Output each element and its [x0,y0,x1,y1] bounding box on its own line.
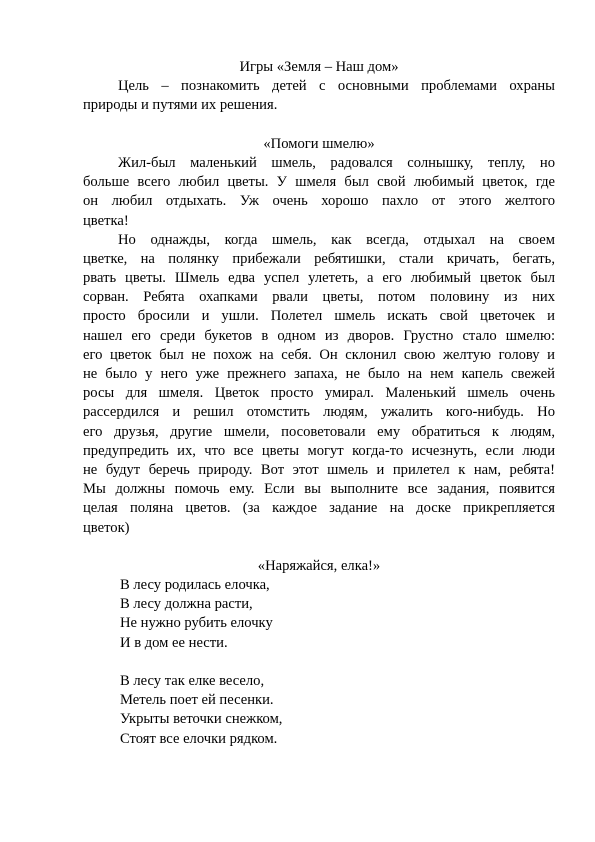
paragraph-line: Но однажды, когда шмель, как всегда, отдыхал на своем [118,231,555,248]
paragraph-line: Мы должны помочь ему. Если вы выполните все задания, появится [83,481,555,498]
poem-line: Не нужно рубить елочку [120,615,273,632]
paragraph-line: рассердился и решил отомстить людям, ужалить кого-нибудь. Но [83,404,555,421]
document-page [83,58,555,749]
poem-line: Метель поет ей песенки. [120,692,274,709]
section-heading-help-bumblebee: «Помоги шмелю» [263,135,375,152]
story-paragraph-1 [83,154,555,231]
paragraph-line: сорван. Ребята охапками рвали цветы, потом половину из них [83,289,555,306]
poem-line: И в дом ее нести. [120,634,228,651]
paragraph-line: Жил-был маленький шмель, радовался солнышку, теплу, но [118,154,555,171]
paragraph-line: росы для шмеля. Цветок просто умирал. Маленький шмель очень [83,385,555,402]
paragraph-line: цветке, на полянку прибежали ребятишки, стали кричать, бегать, [83,250,555,267]
paragraph-line: целая поляна цветов. (за каждое задание на доске прикрепляется [83,500,555,517]
paragraph-line: просто бросили и ушли. Полетел шмель искать свой цветочек и [83,308,555,325]
poem-stanza-1 [120,576,555,653]
paragraph-line: нашел его среди букетов в одном из дворов. Грустно стало шмелю: [83,327,555,344]
section-heading-dress-up-tree: «Наряжайся, елка!» [257,557,381,574]
paragraph-line: предупредить их, что все цветы могут когда-то исчезнуть, если люди [83,442,555,459]
spacer [83,538,555,557]
goal-line: Цель – познакомить детей с основными проблемами охраны [118,78,555,95]
poem [83,576,555,749]
goal-paragraph [83,77,555,115]
paragraph-line: не будут беречь природу. Вот этот шмель и прилетел к нам, ребята! [83,461,555,478]
paragraph-line: его друзья, другие шмели, посоветовали ему обратиться к людям, [83,423,555,440]
poem-line: В лесу так елке весело, [120,673,265,689]
paragraph-line: его цветок был не похож на себя. Он склонил свою желтую голову и [83,346,555,363]
paragraph-line: он любил отдыхать. Уж очень хорошо пахло от этого желтого [83,193,555,210]
paragraph-line: больше всего любил цветы. У шмеля был свой любимый цветок, где [83,174,555,191]
paragraph-line: цветок) [83,519,130,536]
paragraph-line: цветка! [83,212,129,229]
poem-line: Стоят все елочки рядком. [120,730,278,747]
spacer [83,116,555,135]
document-title: Игры «Земля – Наш дом» [239,59,399,75]
goal-line: природы и путями их решения. [83,97,278,114]
paragraph-line: рвать цветы. Шмель едва успел улететь, а его любимый цветок был [83,270,555,287]
poem-line: В лесу должна расти, [120,596,253,613]
poem-line: В лесу родилась елочка, [120,577,270,594]
spacer [120,653,555,672]
paragraph-line: не было у него уже прежнего запаха, не было на нем капель свежей [83,366,555,382]
poem-line: Укрыты веточки снежком, [120,711,283,728]
poem-stanza-2 [120,672,555,749]
story-paragraph-2 [83,231,555,538]
